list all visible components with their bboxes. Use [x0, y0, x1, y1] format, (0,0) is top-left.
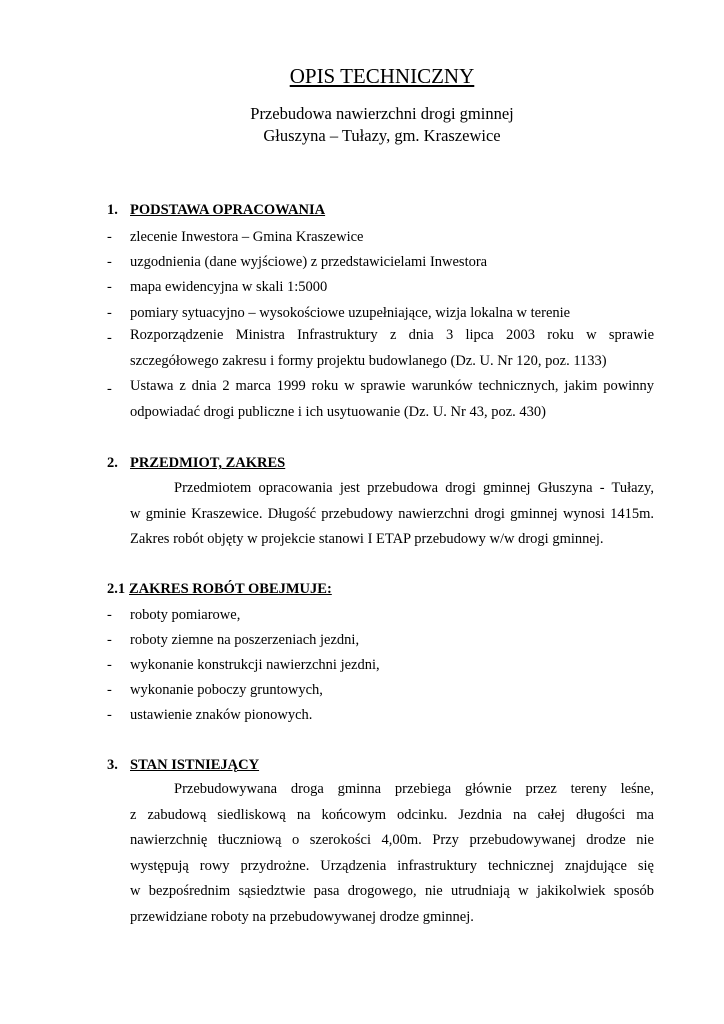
section-2-1-heading [107, 581, 332, 598]
section-1-number: 1. [107, 202, 118, 218]
list-item-text-multiline: Rozporządzenie Ministra Infrastruktury z dnia 3 lipca 2003 roku w sprawie szczegółowego zakresu i formy projektu budowlanego (Dz. U. Nr 120, poz. 1133) [130, 327, 654, 369]
section-2-paragraph: Przedmiotem opracowania jest przebudowa drogi gminnej Głuszyna - Tułazy, w gminie Kraszewice. Długość przebudowy nawierzchni drogi gminnej wynosi 1415m. Zakres robót objęty w projekcie stanowi I ETAP przebudowy w/w drogi gminnej. [130, 480, 654, 547]
document-subtitle-1: Przebudowa nawierzchni drogi gminnej [250, 104, 514, 123]
section-2-1-number: 2.1 [107, 581, 126, 597]
section-3-heading [107, 757, 259, 774]
section-2-number: 2. [107, 455, 118, 471]
document-title: OPIS TECHNICZNY [289, 64, 475, 88]
document-subtitle-2: Głuszyna – Tułazy, gm. Kraszewice [263, 126, 501, 145]
section-3-number: 3. [107, 757, 118, 773]
section-1-title: PODSTAWA OPRACOWANIA [130, 202, 326, 218]
section-2-heading [107, 455, 285, 472]
list-item-text-multiline: Ustawa z dnia 2 marca 1999 roku w sprawie warunków technicznych, jakim powinny odpowiadać drogi publiczne i ich usytuowanie (Dz. U. Nr 43, poz. 430) [130, 378, 654, 420]
section-1-heading [107, 202, 325, 219]
section-2-1-title: ZAKRES ROBÓT OBEJMUJE: [129, 581, 332, 597]
section-3-paragraph: Przebudowywana droga gminna przebiega głównie przez tereny leśne, z zabudową siedliskową na końcowym odcinku. Jezdnia na całej długości ma nawierzchnię tłuczniową o szerokości 4,00m. Przy przebudowywanej drodze nie występują rowy przydrożne. Urządzenia infrastruktury technicznej znajdujące się w bezpośrednim sąsiedztwie pasa drogowego, nie utrudniają w jakikolwiek sposób przewidziane roboty na przebudowywanej drodze gminnej. [130, 781, 654, 925]
section-2-title: PRZEDMIOT, ZAKRES [130, 455, 286, 471]
section-3-title: STAN ISTNIEJĄCY [130, 757, 260, 773]
document-page: OPIS TECHNICZNY Przebudowa nawierzchni drogi gminnej Głuszyna – Tułazy, gm. Kraszewice 1. PODSTAWA OPRACOWANIA - zlecenie Inwestora – Gmina Kraszewice - uzgodnienia (dane wyjściowe) z przedstawicielami Inwestora - mapa ewidencyjna w skali 1:5000 - pomiary sytuacyjno – wysokościowe uzupełniające, wizja lokalna w terenie - Rozporządzenie Ministra Infrastruktury z dnia 3 lipca 2003 roku w sprawie szczegółowego zakresu i formy projektu budowlanego (Dz. U. Nr 120, poz. 1133) - Ustawa z dnia 2 marca 1999 roku w sprawie warunków technicznych, jakim powinny odpowiadać drogi publiczne i ich usytuowanie (Dz. U. Nr 43, poz. 430) 2. PRZEDMIOT, ZAKRES Przedmiotem opracowania jest przebudowa drogi gminnej Głuszyna - Tułazy, w gminie Kraszewice. Długość przebudowy nawierzchni drogi gminnej wynosi 1415m. Zakres robót objęty w projekcie stanowi I ETAP przebudowy w/w drogi gminnej. 2.1 ZAKRES ROBÓT OBEJMUJE: - roboty pomiarowe, - roboty ziemne na poszerzeniach jezdni, - wykonanie konstrukcji nawierzchni jezdni, - wykonanie poboczy gruntowych, - ustawienie znaków pionowych. 3. STAN ISTNIEJĄCY Przebudowywana droga gminna przebiega głównie przez tereny leśne, z zabudową siedliskową na końcowym odcinku. Jezdnia na całej długości ma nawierzchnię tłuczniową o szerokości 4,00m. Przy przebudowywanej drodze nie występują rowy przydrożne. Urządzenia infrastruktury technicznej znajdujące się w bezpośrednim sąsiedztwie pasa drogowego, nie utrudniają w jakikolwiek sposób przewidziane roboty na przebudowywanej drodze gminnej. [0, 0, 724, 1024]
